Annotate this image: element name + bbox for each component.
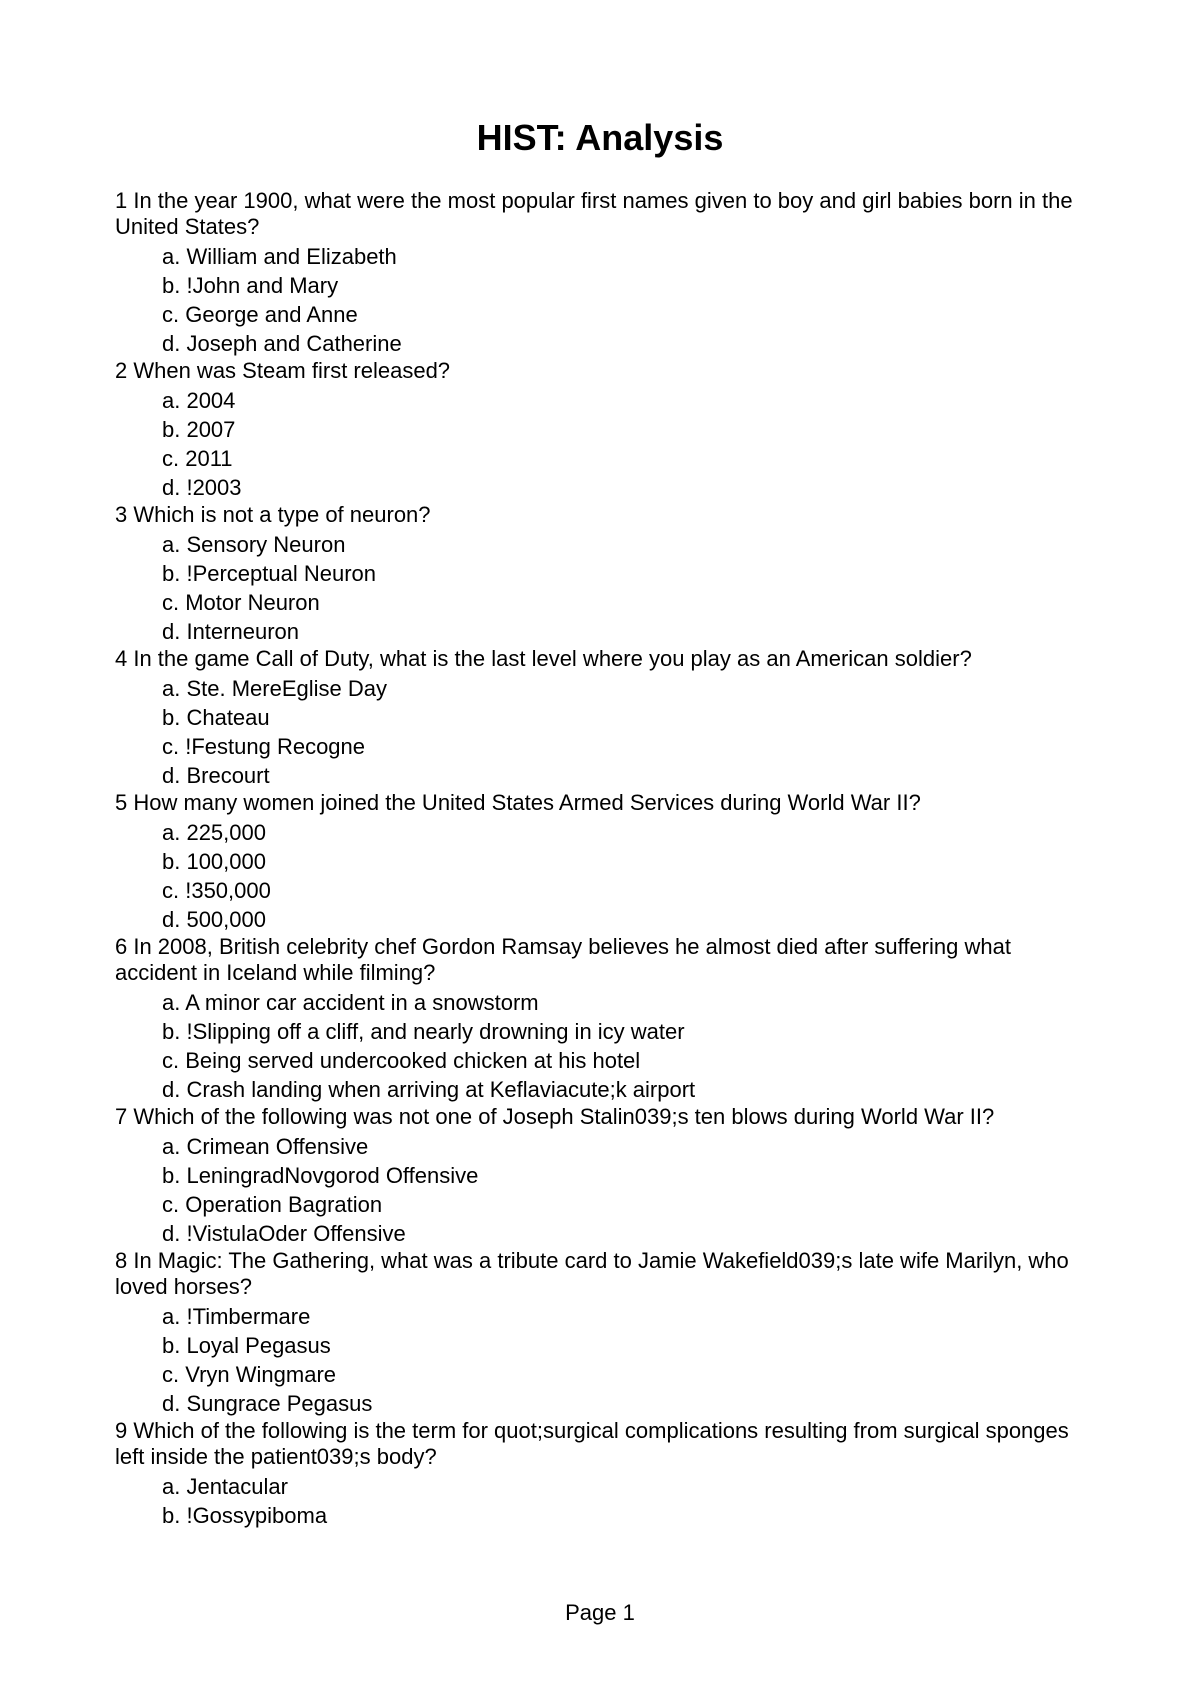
answer-option-a: a. William and Elizabeth: [162, 244, 397, 269]
answer-option-c: c. Motor Neuron: [162, 590, 320, 615]
question-3: [115, 502, 1095, 646]
answer-options: [115, 1302, 1095, 1418]
question-text: 6 In 2008, British celebrity chef Gordon Ramsay believes he almost died after suffering what accident in Iceland while filming?: [115, 934, 1011, 985]
answer-option-b: b. !Gossypiboma: [162, 1503, 328, 1528]
answer-option-a: a. Jentacular: [162, 1474, 288, 1499]
answer-option-b: b. Loyal Pegasus: [162, 1333, 331, 1358]
answer-option-b: b. !Slipping off a cliff, and nearly drowning in icy water: [162, 1019, 685, 1044]
answer-option-b: b. 100,000: [162, 849, 266, 874]
question-text: 1 In the year 1900, what were the most popular first names given to boy and girl babies born in the United States?: [115, 188, 1073, 239]
answer-option-d: d. Brecourt: [162, 763, 270, 788]
answer-options: [115, 674, 1095, 790]
answer-option-b: b. !John and Mary: [162, 273, 339, 298]
question-list: [115, 188, 1095, 1530]
answer-option-c: c. Operation Bagration: [162, 1192, 383, 1217]
page-number: Page 1: [565, 1600, 635, 1625]
question-4: [115, 646, 1095, 790]
answer-option-c: c. !350,000: [162, 878, 271, 903]
answer-option-a: a. Crimean Offensive: [162, 1134, 369, 1159]
answer-options: [115, 242, 1095, 358]
answer-option-d: d. Interneuron: [162, 619, 299, 644]
question-text: 2 When was Steam first released?: [115, 358, 451, 383]
answer-options: [115, 1472, 1095, 1530]
answer-option-a: a. Ste. MereEglise Day: [162, 676, 387, 701]
answer-option-a: a. 225,000: [162, 820, 266, 845]
question-6: [115, 934, 1095, 1104]
answer-option-d: d. !VistulaOder Offensive: [162, 1221, 406, 1246]
answer-option-d: d. 500,000: [162, 907, 266, 932]
answer-option-c: c. 2011: [162, 446, 233, 471]
question-1: [115, 188, 1095, 358]
question-text: 8 In Magic: The Gathering, what was a tribute card to Jamie Wakefield039;s late wife Marilyn, who loved horses?: [115, 1248, 1069, 1299]
answer-option-b: b. 2007: [162, 417, 236, 442]
question-text: 5 How many women joined the United States Armed Services during World War II?: [115, 790, 921, 815]
question-9: [115, 1418, 1095, 1530]
answer-option-b: b. !Perceptual Neuron: [162, 561, 377, 586]
answer-option-a: a. !Timbermare: [162, 1304, 311, 1329]
answer-option-c: c. Being served undercooked chicken at his hotel: [162, 1048, 641, 1073]
answer-options: [115, 818, 1095, 934]
question-text: 4 In the game Call of Duty, what is the last level where you play as an American soldier?: [115, 646, 972, 671]
answer-option-d: d. Crash landing when arriving at Keflaviacute;k airport: [162, 1077, 696, 1102]
answer-option-c: c. Vryn Wingmare: [162, 1362, 337, 1387]
page-title: HIST: Analysis: [476, 117, 724, 158]
question-5: [115, 790, 1095, 934]
answer-option-c: c. !Festung Recogne: [162, 734, 366, 759]
question-text: 9 Which of the following is the term for quot;surgical complications resulting from surgical sponges left inside the patient039;s body?: [115, 1418, 1069, 1469]
answer-option-d: d. Joseph and Catherine: [162, 331, 402, 356]
question-2: [115, 358, 1095, 502]
answer-option-b: b. LeningradNovgorod Offensive: [162, 1163, 479, 1188]
question-text: 7 Which of the following was not one of Joseph Stalin039;s ten blows during World War II?: [115, 1104, 995, 1129]
answer-option-d: d. Sungrace Pegasus: [162, 1391, 373, 1416]
answer-options: [115, 530, 1095, 646]
answer-option-a: a. 2004: [162, 388, 236, 413]
answer-option-a: a. A minor car accident in a snowstorm: [162, 990, 539, 1015]
answer-options: [115, 386, 1095, 502]
answer-options: [115, 988, 1095, 1104]
answer-option-c: c. George and Anne: [162, 302, 358, 327]
answer-option-a: a. Sensory Neuron: [162, 532, 346, 557]
question-8: [115, 1248, 1095, 1418]
answer-options: [115, 1132, 1095, 1248]
question-text: 3 Which is not a type of neuron?: [115, 502, 431, 527]
answer-option-d: d. !2003: [162, 475, 242, 500]
answer-option-b: b. Chateau: [162, 705, 270, 730]
question-7: [115, 1104, 1095, 1248]
